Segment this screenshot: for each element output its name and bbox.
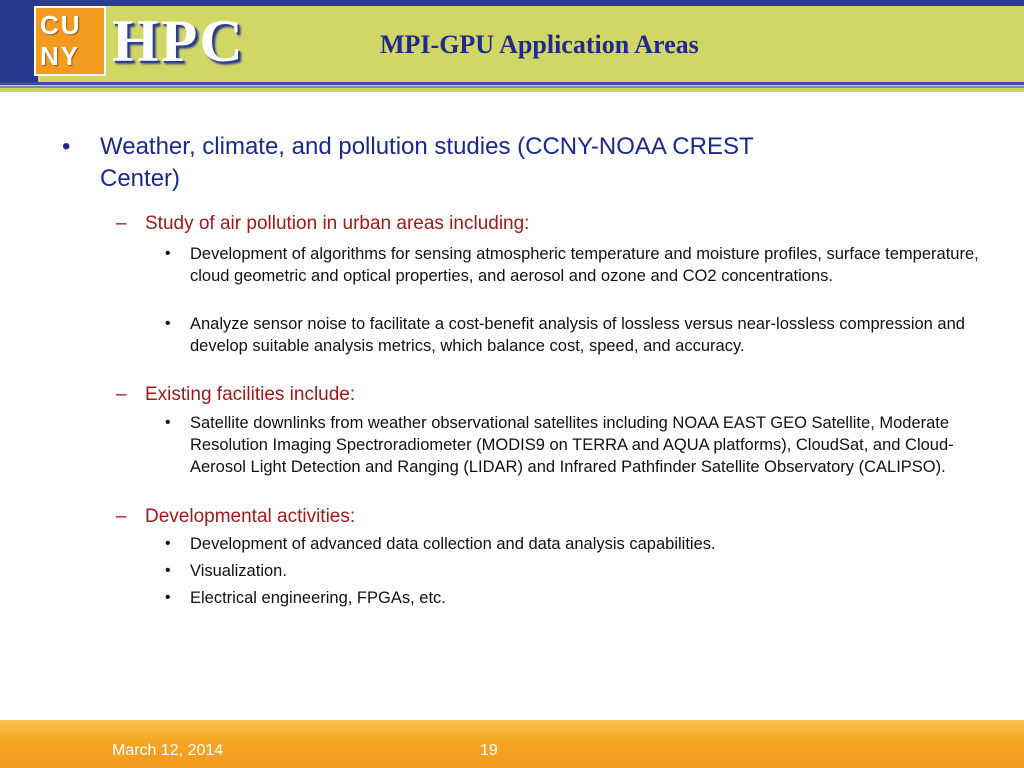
- sub-bullet-marker: •: [165, 535, 171, 552]
- section-heading: Developmental activities:: [145, 506, 356, 527]
- list-item: Satellite downlinks from weather observational satellites including NOAA EAST GEO Satellite, Moderate Resolution Imaging Spectroradiometer (MODIS9 on TERRA and AQUA platforms), CloudSat, and Cloud-Aerosol Light Detection and Ranging (LIDAR) and Infrared Pathfinder Satellite Observatory (CALIPSO).: [190, 414, 954, 476]
- page-number: 19: [480, 742, 498, 759]
- main-bullet-continuation: Center): [100, 165, 181, 192]
- sub-bullet-marker: •: [165, 245, 171, 262]
- dash-marker: –: [116, 213, 127, 234]
- list-item: Development of advanced data collection and data analysis capabilities.: [190, 535, 716, 553]
- sub-bullet-marker: •: [165, 414, 171, 431]
- header-divider: [0, 89, 1024, 90]
- slide-header: [0, 0, 1024, 92]
- list-item: Development of algorithms for sensing atmospheric temperature and moisture profiles, surface temperature, cloud geometric and optical properties, and aerosol and ozone and CO2 concentrations.: [190, 245, 979, 285]
- sub-bullet-marker: •: [165, 562, 171, 579]
- dash-marker: –: [116, 506, 127, 527]
- section-heading: Study of air pollution in urban areas including:: [145, 213, 530, 234]
- list-item: Analyze sensor noise to facilitate a cost-benefit analysis of lossless versus near-lossless compression and develop suitable analysis metrics, which balance cost, speed, and accuracy.: [190, 315, 965, 355]
- header-divider: [0, 86, 1024, 88]
- cuny-logo-letters: CU NY: [40, 10, 82, 71]
- list-item: Visualization.: [190, 562, 287, 580]
- list-item: Electrical engineering, FPGAs, etc.: [190, 589, 446, 607]
- main-bullet: [100, 131, 930, 195]
- header-divider: [0, 82, 1024, 85]
- logo-blue-bar: [0, 0, 38, 82]
- cuny-logo: [34, 6, 106, 76]
- dash-marker: –: [116, 384, 127, 405]
- bullet-marker: •: [62, 133, 71, 160]
- sub-bullet-marker: •: [165, 589, 171, 606]
- main-bullet-text: Weather, climate, and pollution studies: [100, 133, 518, 160]
- sub-bullet-marker: •: [165, 315, 171, 332]
- footer-date: March 12, 2014: [112, 742, 224, 759]
- hpc-logo: HPC: [112, 8, 245, 74]
- main-bullet-paren: (CCNY-NOAA CREST: [517, 133, 754, 160]
- section-heading: Existing facilities include:: [145, 384, 356, 405]
- page-title: MPI-GPU Application Areas: [380, 30, 699, 59]
